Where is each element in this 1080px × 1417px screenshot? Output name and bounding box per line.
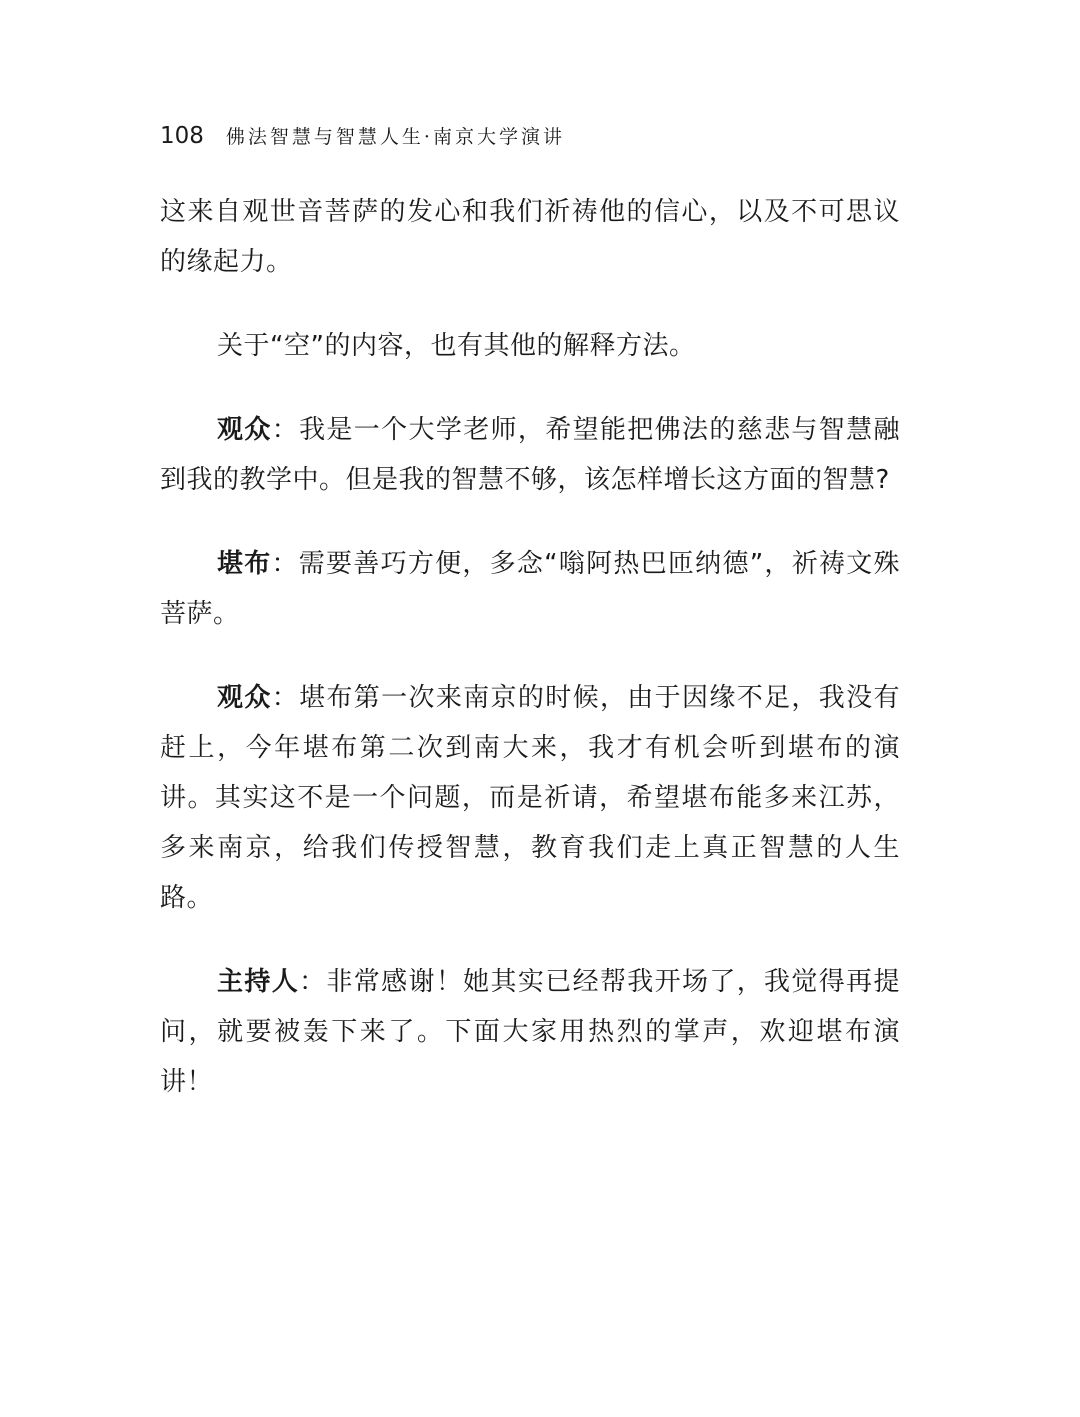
paragraph-audience-request <box>160 673 900 923</box>
paragraph-continuation <box>160 187 900 287</box>
page-number: 108 <box>160 123 204 149</box>
paragraph-khenpo-answer <box>160 539 900 639</box>
speaker-label: 堪布 <box>217 549 272 579</box>
paragraph-text: ：非常感谢！她其实已经帮我开场了，我觉得再提问，就要被轰下来了。下面大家用热烈的掌声，欢迎堪布演讲！ <box>160 967 900 1097</box>
paragraph-text: ：我是一个大学老师，希望能把佛法的慈悲与智慧融到我的教学中。但是我的智慧不够，该怎样增长这方面的智慧? <box>160 415 900 495</box>
book-title: 佛法智慧与智慧人生·南京大学演讲 <box>225 126 565 148</box>
paragraph-text: 这来自观世音菩萨的发心和我们祈祷他的信心，以及不可思议的缘起力。 <box>160 197 900 277</box>
paragraph-text: ：堪布第一次来南京的时候，由于因缘不足，我没有赶上，今年堪布第二次到南大来，我才有机会听到堪布的演讲。其实这不是一个问题，而是祈请，希望堪布能多来江苏，多来南京，给我们传授智慧，教育我们走上真正智慧的人生路。 <box>160 683 900 913</box>
paragraph-text: ：需要善巧方便，多念“嗡阿热巴匝纳德”，祈祷文殊菩萨。 <box>160 549 900 629</box>
paragraph-text: 关于“空”的内容，也有其他的解释方法。 <box>217 331 696 361</box>
speaker-label: 观众 <box>217 415 272 445</box>
paragraph-host-remarks <box>160 957 900 1107</box>
paragraph-empty-explanation <box>160 321 900 371</box>
speaker-label: 观众 <box>217 683 272 713</box>
speaker-label: 主持人 <box>217 967 300 997</box>
body-text <box>160 187 900 1141</box>
paragraph-audience-question <box>160 405 900 505</box>
running-header <box>160 122 565 156</box>
